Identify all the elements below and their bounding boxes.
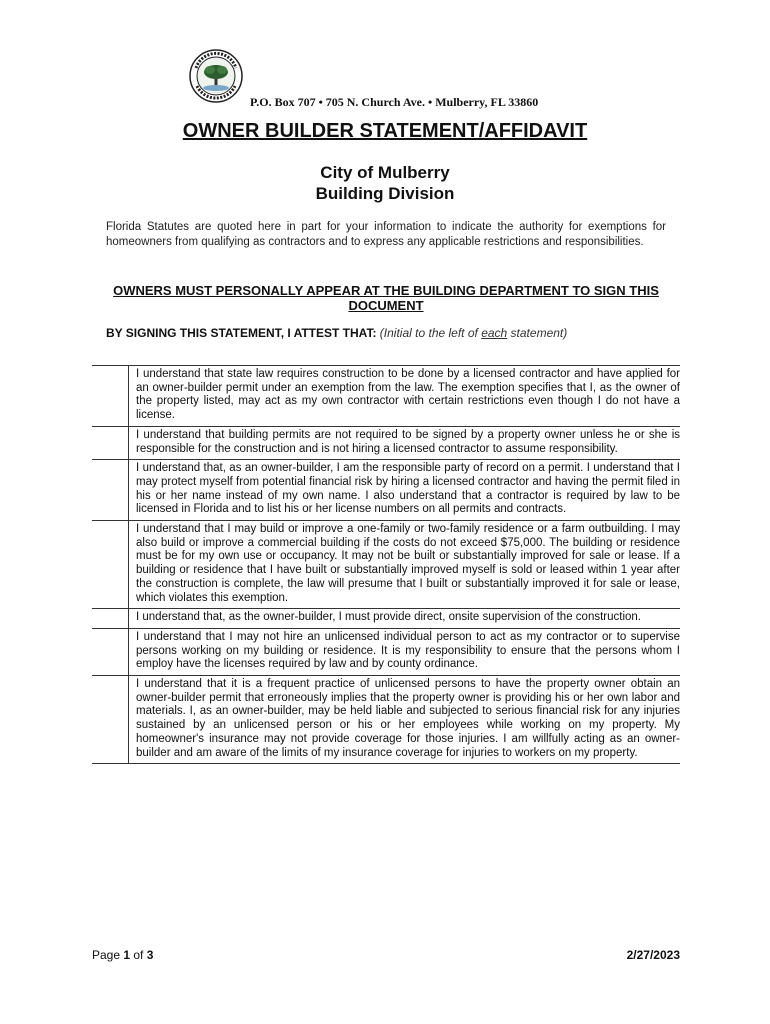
statement-row [92,629,680,676]
statement-text: I understand that, as an owner-builder, I am the responsible party of record on a permit. I understand that I may protect myself from potential financial risk by hiring a licensed contractor and having the permit filed in his or her name instead of my own name. I also understand that a contractor is required by law to be licensed in Florida and to list his or her license numbers on all permits and contracts. [136,462,680,516]
page-number [92,948,153,962]
attest-hint-pre: (Initial to the left of [379,326,482,340]
initial-cell-divider [128,427,129,459]
page-current: 1 [123,948,131,962]
initial-cell-divider [128,629,129,675]
statement-table [92,365,680,764]
attest-hint [380,326,567,340]
page-total: 3 [146,948,154,962]
page-prefix: Page [92,948,124,962]
header-address: P.O. Box 707 • 705 N. Church Ave. • Mulberry, FL 33860 [250,95,539,109]
statement-text: I understand that, as the owner-builder, I must provide direct, onsite supervision of the construction. [136,611,641,624]
statement-row [92,460,680,521]
city-name: City of Mulberry [320,163,450,182]
attest-hint-each: each [481,326,508,340]
statement-text: I understand that state law requires construction to be done by a licensed contractor and have applied for an owner-builder permit under an exemption from the law. The exemption specifies that I, as the owner of the property listed, may act as my own contractor with certain restrictions even though I do not have a license. [136,368,680,422]
document-title: OWNER BUILDER STATEMENT/AFFIDAVIT [182,120,588,142]
initial-cell-divider [128,676,129,763]
statement-text: I understand that I may build or improve a one-family or two-family residence or a farm outbuilding. I may also build or improve a commercial building if the costs do not exceed $75,000. The building or residence must be for my own use or occupancy. It may not be built or substantially improved for sale or lease. If a building or residence that I have built or substantially improved myself is sold or leased within 1 year after the construction is complete, the law will presume that I built or substantially improved it for sale or lease, which violates this exemption. [136,523,680,604]
statement-text: I understand that it is a frequent practice of unlicensed persons to have the property owner obtain an owner-builder permit that erroneously implies that the property owner is providing his or her own labor and materials. I, as an owner-builder, may be held liable and subjected to serious financial risk for any injuries sustained by an unlicensed person or his or her employees while working on my property. My homeowner's insurance may not provide coverage for those injuries. I am willfully acting as an owner-builder and am aware of the limits of my insurance coverage for injuries to workers on my property. [136,678,680,759]
document-date: 2/27/2023 [626,948,680,962]
initial-cell-divider [128,609,129,628]
statement-row [92,609,680,629]
initial-cell-divider [128,460,129,520]
statement-row [92,365,680,427]
page-of: of [130,948,147,962]
division-name: Building Division [315,184,455,203]
intro-paragraph: Florida Statutes are quoted here in part for your information to indicate the authority for exemptions for homeowners from qualifying as contractors and to express any applicable restrictions and responsibilities. [106,221,666,248]
statement-row [92,676,680,764]
statement-row [92,427,680,460]
statement-row [92,521,680,609]
attest-lead-2: , I ATTEST THAT: [280,326,380,340]
attest-hint-post: statement) [507,326,568,340]
initial-cell-divider [128,521,129,608]
initial-cell-divider [128,366,129,426]
attest-lead: BY SIGNING THIS STATEMENT [106,326,281,340]
attest-line [106,326,567,340]
statement-text: I understand that I may not hire an unlicensed individual person to act as my contractor or to supervise persons working on my building or residence. It is my responsibility to ensure that the persons whom I employ have the licenses required by law and by county ordinance. [136,630,680,671]
city-seal-logo [188,48,244,104]
statement-text: I understand that building permits are not required to be signed by a property owner unless he or she is responsible for the construction and is not hiring a licensed contractor to assume responsibility. [136,428,680,455]
appearance-notice: OWNERS MUST PERSONALLY APPEAR AT THE BUILDING DEPARTMENT TO SIGN THIS DOCUMENT [113,283,659,313]
